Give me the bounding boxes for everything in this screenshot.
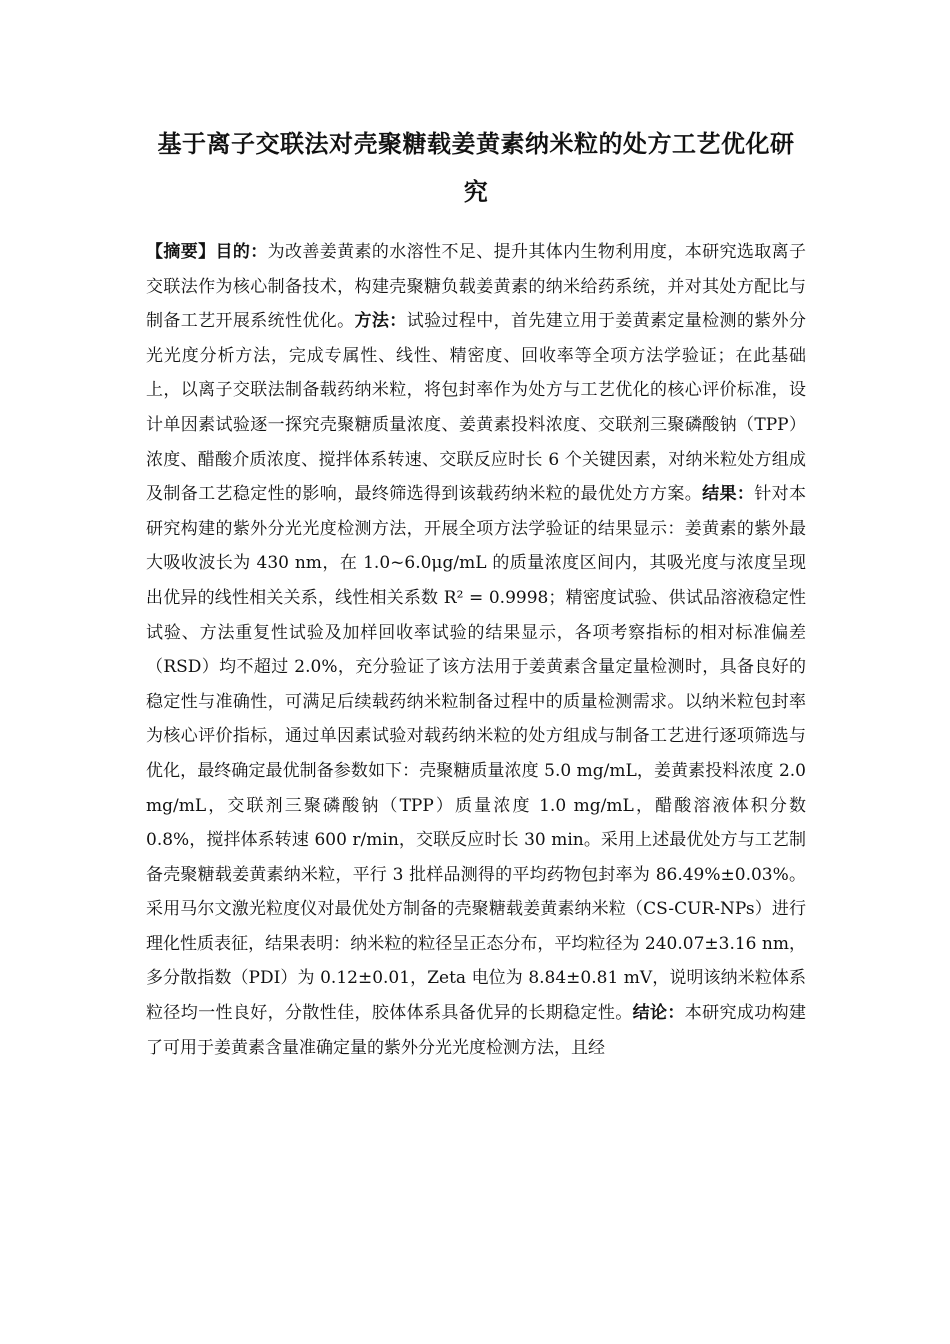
results-text: 针对本研究构建的紫外分光光度检测方法，开展全项方法学验证的结果显示：姜黄素的紫外最大吸收波长为 430 nm，在 1.0~6.0μg/mL 的质量浓度区间内，其吸光度与浓度呈现出优异的线性相关关系，线性相关系数 R² = 0.9998；精密度试验、供试品溶液稳定性试验、方法重复性试验及加样回收率试验的结果显示，各项考察指标的相对标准偏差（RSD）均不超过 2.0%，充分验证了该方法用于姜黄素含量定量检测时，具备良好的稳定性与准确性，可满足后续载药纳米粒制备过程中的质量检测需求。以纳米粒包封率为核心评价指标，通过单因素试验对载药纳米粒的处方组成与制备工艺进行逐项筛选与优化，最终确定最优制备参数如下：壳聚糖质量浓度 5.0 mg/mL，姜黄素投料浓度 2.0 mg/mL，交联剂三聚磷酸钠（TPP）质量浓度 1.0 mg/mL，醋酸溶液体积分数 0.8%，搅拌体系转速 600 r/min，交联反应时长 30 min。采用上述最优处方与工艺制备壳聚糖载姜黄素纳米粒，平行 3 批样品测得的平均药物包封率为 86.49%±0.03%。采用马尔文激光粒度仪对最优处方制备的壳聚糖载姜黄素纳米粒（CS-CUR-NPs）进行理化性质表征，结果表明：纳米粒的粒径呈正态分布，平均粒径为 240.07±3.16 nm，多分散指数（PDI）为 0.12±0.01，Zeta 电位为 8.84±0.81 mV，说明该纳米粒体系粒径均一性良好，分散性佳，胶体体系具备优异的长期稳定性。 <box>146 484 807 1024</box>
paper-title: 基于离子交联法对壳聚糖载姜黄素纳米粒的处方工艺优化研究 <box>157 130 795 206</box>
abstract-paragraph <box>146 235 806 1065</box>
objective-text: 为改善姜黄素的水溶性不足、提升其体内生物利用度，本研究选取离子交联法作为核心制备技术，构建壳聚糖负载姜黄素的纳米给药系统，并对其处方配比与制备工艺开展系统性优化。 <box>146 242 807 332</box>
conclusion-label: 结论： <box>632 1003 685 1024</box>
methods-label: 方法： <box>354 311 407 332</box>
conclusion-text: 本研究成功构建了可用于姜黄素含量准确定量的紫外分光光度检测方法，且经 <box>146 1003 807 1058</box>
results-label: 结果： <box>702 484 755 505</box>
abstract-tag: 【摘要】 <box>146 242 216 262</box>
objective-label: 目的： <box>215 242 268 262</box>
methods-text: 试验过程中，首先建立用于姜黄素定量检测的紫外分光光度分析方法，完成专属性、线性、精密度、回收率等全项方法学验证；在此基础上，以离子交联法制备载药纳米粒，将包封率作为处方与工艺优化的核心评价标准，设计单因素试验逐一探究壳聚糖质量浓度、姜黄素投料浓度、交联剂三聚磷酸钠（TPP）浓度、醋酸介质浓度、搅拌体系转速、交联反应时长 6 个关键因素，对纳米粒处方组成及制备工艺稳定性的影响，最终筛选得到该载药纳米粒的最优处方方案。 <box>146 311 807 505</box>
